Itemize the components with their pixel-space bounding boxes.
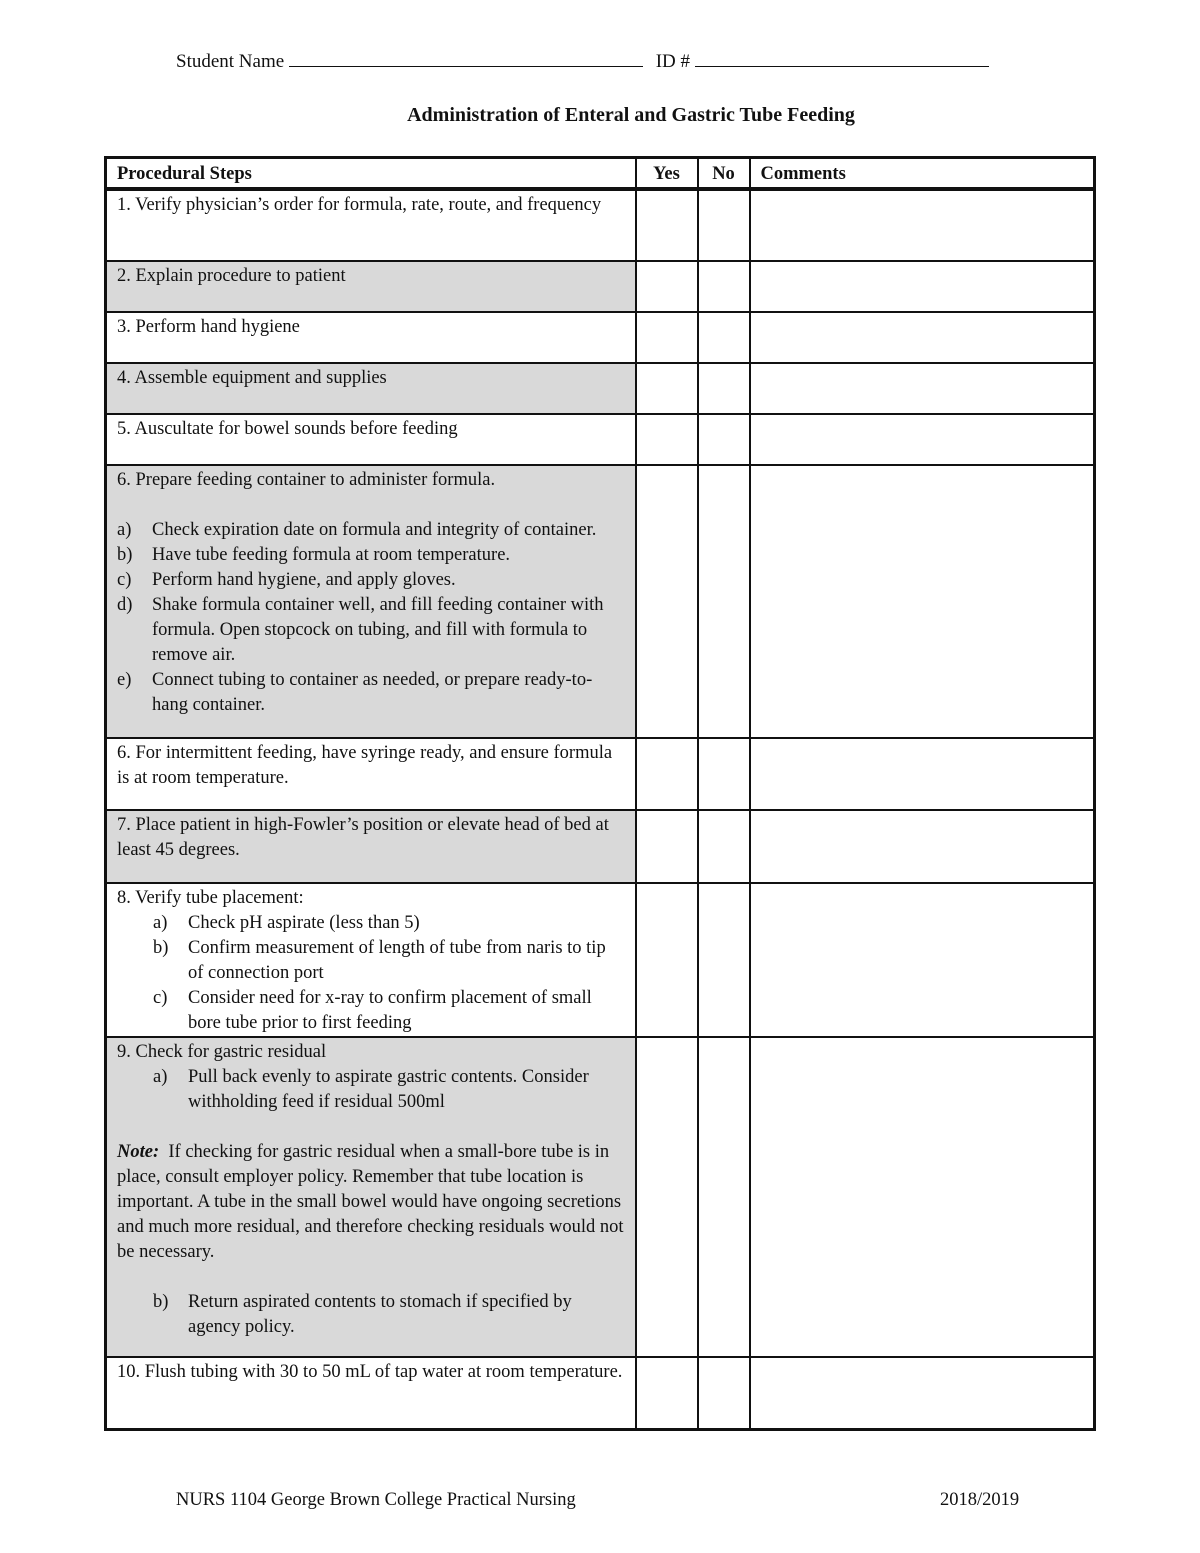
comments-cell[interactable] [750, 189, 1095, 261]
table-row [106, 414, 1095, 465]
no-cell[interactable] [698, 261, 750, 312]
table-row [106, 738, 1095, 810]
no-cell[interactable] [698, 883, 750, 1037]
step-cell: 1. Verify physician’s order for formula, rate, route, and frequency [106, 189, 636, 261]
yes-cell[interactable] [636, 883, 698, 1037]
sub-text: Return aspirated contents to stomach if specified by agency policy. [188, 1292, 572, 1337]
sub-label: e) [117, 670, 132, 690]
sub-label: c) [117, 570, 132, 590]
table-row [106, 810, 1095, 883]
yes-cell[interactable] [636, 1037, 698, 1357]
step-cell: 4. Assemble equipment and supplies [106, 363, 636, 414]
step-title: 6. Prepare feeding container to administer formula. [117, 470, 496, 490]
sub-text: Check pH aspirate (less than 5) [188, 913, 420, 933]
no-cell[interactable] [698, 363, 750, 414]
no-cell[interactable] [698, 189, 750, 261]
note [117, 1140, 625, 1265]
no-cell[interactable] [698, 1037, 750, 1357]
table-row [106, 465, 1095, 738]
table-row [106, 189, 1095, 261]
comments-cell[interactable] [750, 883, 1095, 1037]
sub-label: b) [117, 545, 133, 565]
table-row [106, 261, 1095, 312]
no-cell[interactable] [698, 810, 750, 883]
sub-text: Connect tubing to container as needed, or prepare ready-to-hang container. [152, 670, 593, 715]
id-label: ID # [655, 51, 690, 72]
comments-cell[interactable] [750, 810, 1095, 883]
footer-course: NURS 1104 George Brown College Practical Nursing [176, 1490, 576, 1510]
step-cell: 10. Flush tubing with 30 to 50 mL of tap water at room temperature. [106, 1357, 636, 1429]
sub-label: b) [153, 1292, 169, 1312]
step-cell: 7. Place patient in high-Fowler’s position or elevate head of bed at least 45 degrees. [106, 810, 636, 883]
yes-cell[interactable] [636, 810, 698, 883]
yes-cell[interactable] [636, 261, 698, 312]
comments-cell[interactable] [750, 312, 1095, 363]
note-label: Note: [117, 1142, 160, 1162]
footer-year: 2018/2019 [940, 1490, 1020, 1510]
procedure-checklist [104, 156, 1096, 1431]
sub-label: a) [117, 520, 132, 540]
yes-cell[interactable] [636, 465, 698, 738]
comments-cell[interactable] [750, 465, 1095, 738]
comments-cell[interactable] [750, 1037, 1095, 1357]
yes-cell[interactable] [636, 312, 698, 363]
step-cell [106, 465, 636, 738]
student-header [176, 48, 989, 73]
yes-cell[interactable] [636, 1357, 698, 1429]
step-title: 9. Check for gastric residual [117, 1042, 327, 1062]
col-yes: Yes [636, 158, 698, 190]
table-row [106, 883, 1095, 1037]
yes-cell[interactable] [636, 738, 698, 810]
sub-text: Consider need for x-ray to confirm placement of small bore tube prior to first feeding [188, 988, 592, 1033]
table-row [106, 1037, 1095, 1357]
comments-cell[interactable] [750, 363, 1095, 414]
sub-label: c) [153, 988, 168, 1008]
step-cell [106, 883, 636, 1037]
col-comments: Comments [750, 158, 1095, 190]
student-name-label: Student Name [176, 51, 285, 72]
sub-label: a) [153, 913, 168, 933]
no-cell[interactable] [698, 312, 750, 363]
sub-text: Shake formula container well, and fill feeding container with formula. Open stopcock on tubing, and fill with formula to remove air. [152, 595, 604, 665]
student-name-field[interactable] [289, 48, 643, 67]
comments-cell[interactable] [750, 261, 1095, 312]
sub-label: d) [117, 595, 133, 615]
table-header-row [106, 158, 1095, 190]
col-procedural-steps: Procedural Steps [106, 158, 636, 190]
comments-cell[interactable] [750, 738, 1095, 810]
sub-text: Perform hand hygiene, and apply gloves. [152, 570, 456, 590]
table-row [106, 312, 1095, 363]
yes-cell[interactable] [636, 189, 698, 261]
sub-label: b) [153, 938, 169, 958]
yes-cell[interactable] [636, 414, 698, 465]
no-cell[interactable] [698, 1357, 750, 1429]
sub-text: Confirm measurement of length of tube from naris to tip of connection port [188, 938, 606, 983]
comments-cell[interactable] [750, 1357, 1095, 1429]
step-cell: 2. Explain procedure to patient [106, 261, 636, 312]
page-title: Administration of Enteral and Gastric Tube Feeding [407, 104, 855, 126]
table-row [106, 1357, 1095, 1429]
yes-cell[interactable] [636, 363, 698, 414]
comments-cell[interactable] [750, 414, 1095, 465]
no-cell[interactable] [698, 465, 750, 738]
no-cell[interactable] [698, 414, 750, 465]
step-cell: 3. Perform hand hygiene [106, 312, 636, 363]
step-cell: 6. For intermittent feeding, have syringe ready, and ensure formula is at room temperature. [106, 738, 636, 810]
sub-label: a) [153, 1067, 168, 1087]
step-cell [106, 1037, 636, 1357]
sub-text: Check expiration date on formula and integrity of container. [152, 520, 597, 540]
id-field[interactable] [695, 48, 989, 67]
col-no: No [698, 158, 750, 190]
step-cell: 5. Auscultate for bowel sounds before feeding [106, 414, 636, 465]
sub-text: Pull back evenly to aspirate gastric contents. Consider withholding feed if residual 500ml [188, 1067, 589, 1112]
note-text: If checking for gastric residual when a small-bore tube is in place, consult employer policy. Remember that tube location is important. A tube in the small bowel would have ongoing secretions and much more residual, and therefore checking residuals would not be necessary. [117, 1142, 624, 1262]
sub-text: Have tube feeding formula at room temperature. [152, 545, 511, 565]
step-title: 8. Verify tube placement: [117, 888, 304, 908]
no-cell[interactable] [698, 738, 750, 810]
table-row [106, 363, 1095, 414]
